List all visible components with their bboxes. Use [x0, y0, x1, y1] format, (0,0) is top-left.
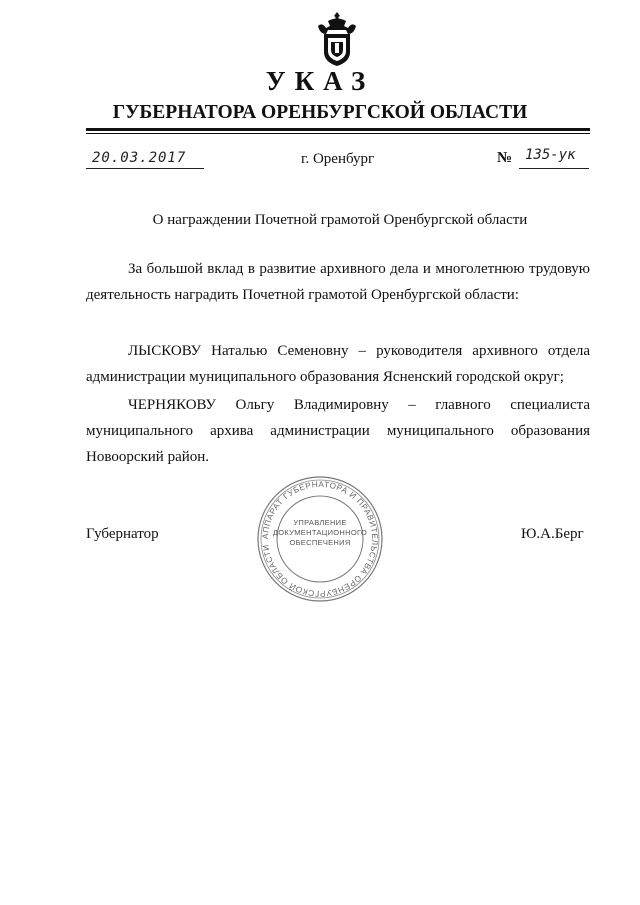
date-field [86, 150, 206, 172]
number-handwritten: 135-ук [525, 147, 576, 163]
document-issuer: ГУБЕРНАТОРА ОРЕНБУРГСКОЙ ОБЛАСТИ [112, 102, 528, 123]
date-handwritten: 20.03.2017 [92, 150, 187, 166]
header-rule-thick [86, 128, 590, 131]
issue-city: г. Оренбург [301, 151, 375, 167]
document-title: УКАЗ [265, 66, 375, 96]
stamp-center-line: УПРАВЛЕНИЕ [293, 518, 347, 527]
document-subject: О награждении Почетной грамотой Оренбургской области [152, 212, 528, 228]
date-underline [86, 168, 204, 169]
body-paragraph-1 [86, 256, 590, 308]
paragraph-text: ЧЕРНЯКОВУ Ольгу Владимировну – главного специалиста муниципального архива администрации муниципального образования Новоорский район. [86, 397, 590, 465]
stamp-center-line: ДОКУМЕНТАЦИОННОГО [272, 528, 368, 537]
number-underline [519, 168, 589, 169]
stamp-ring-text: АППАРАТ ГУБЕРНАТОРА И ПРАВИТЕЛЬСТВА ОРЕНБУРГСКОЙ ОБЛАСТИ [260, 479, 380, 599]
coat-of-arms-icon [316, 12, 358, 66]
number-label: № [497, 150, 513, 166]
body-paragraph-2 [86, 338, 590, 390]
header-rule-thin [86, 133, 590, 134]
signatory-position: Губернатор [86, 526, 159, 542]
stamp-center-line: ОБЕСПЕЧЕНИЯ [289, 538, 351, 547]
paragraph-text: ЛЫСКОВУ Наталью Семеновну – руководителя архивного отдела администрации муниципального образования Ясненский городской округ; [86, 343, 590, 385]
body-paragraph-3 [86, 392, 590, 470]
paragraph-text: За большой вклад в развитие архивного дела и многолетнюю трудовую деятельность наградить Почетной грамотой Оренбургской области: [86, 261, 590, 303]
stamp-center-text [255, 518, 385, 548]
signatory-name: Ю.А.Берг [521, 526, 584, 542]
